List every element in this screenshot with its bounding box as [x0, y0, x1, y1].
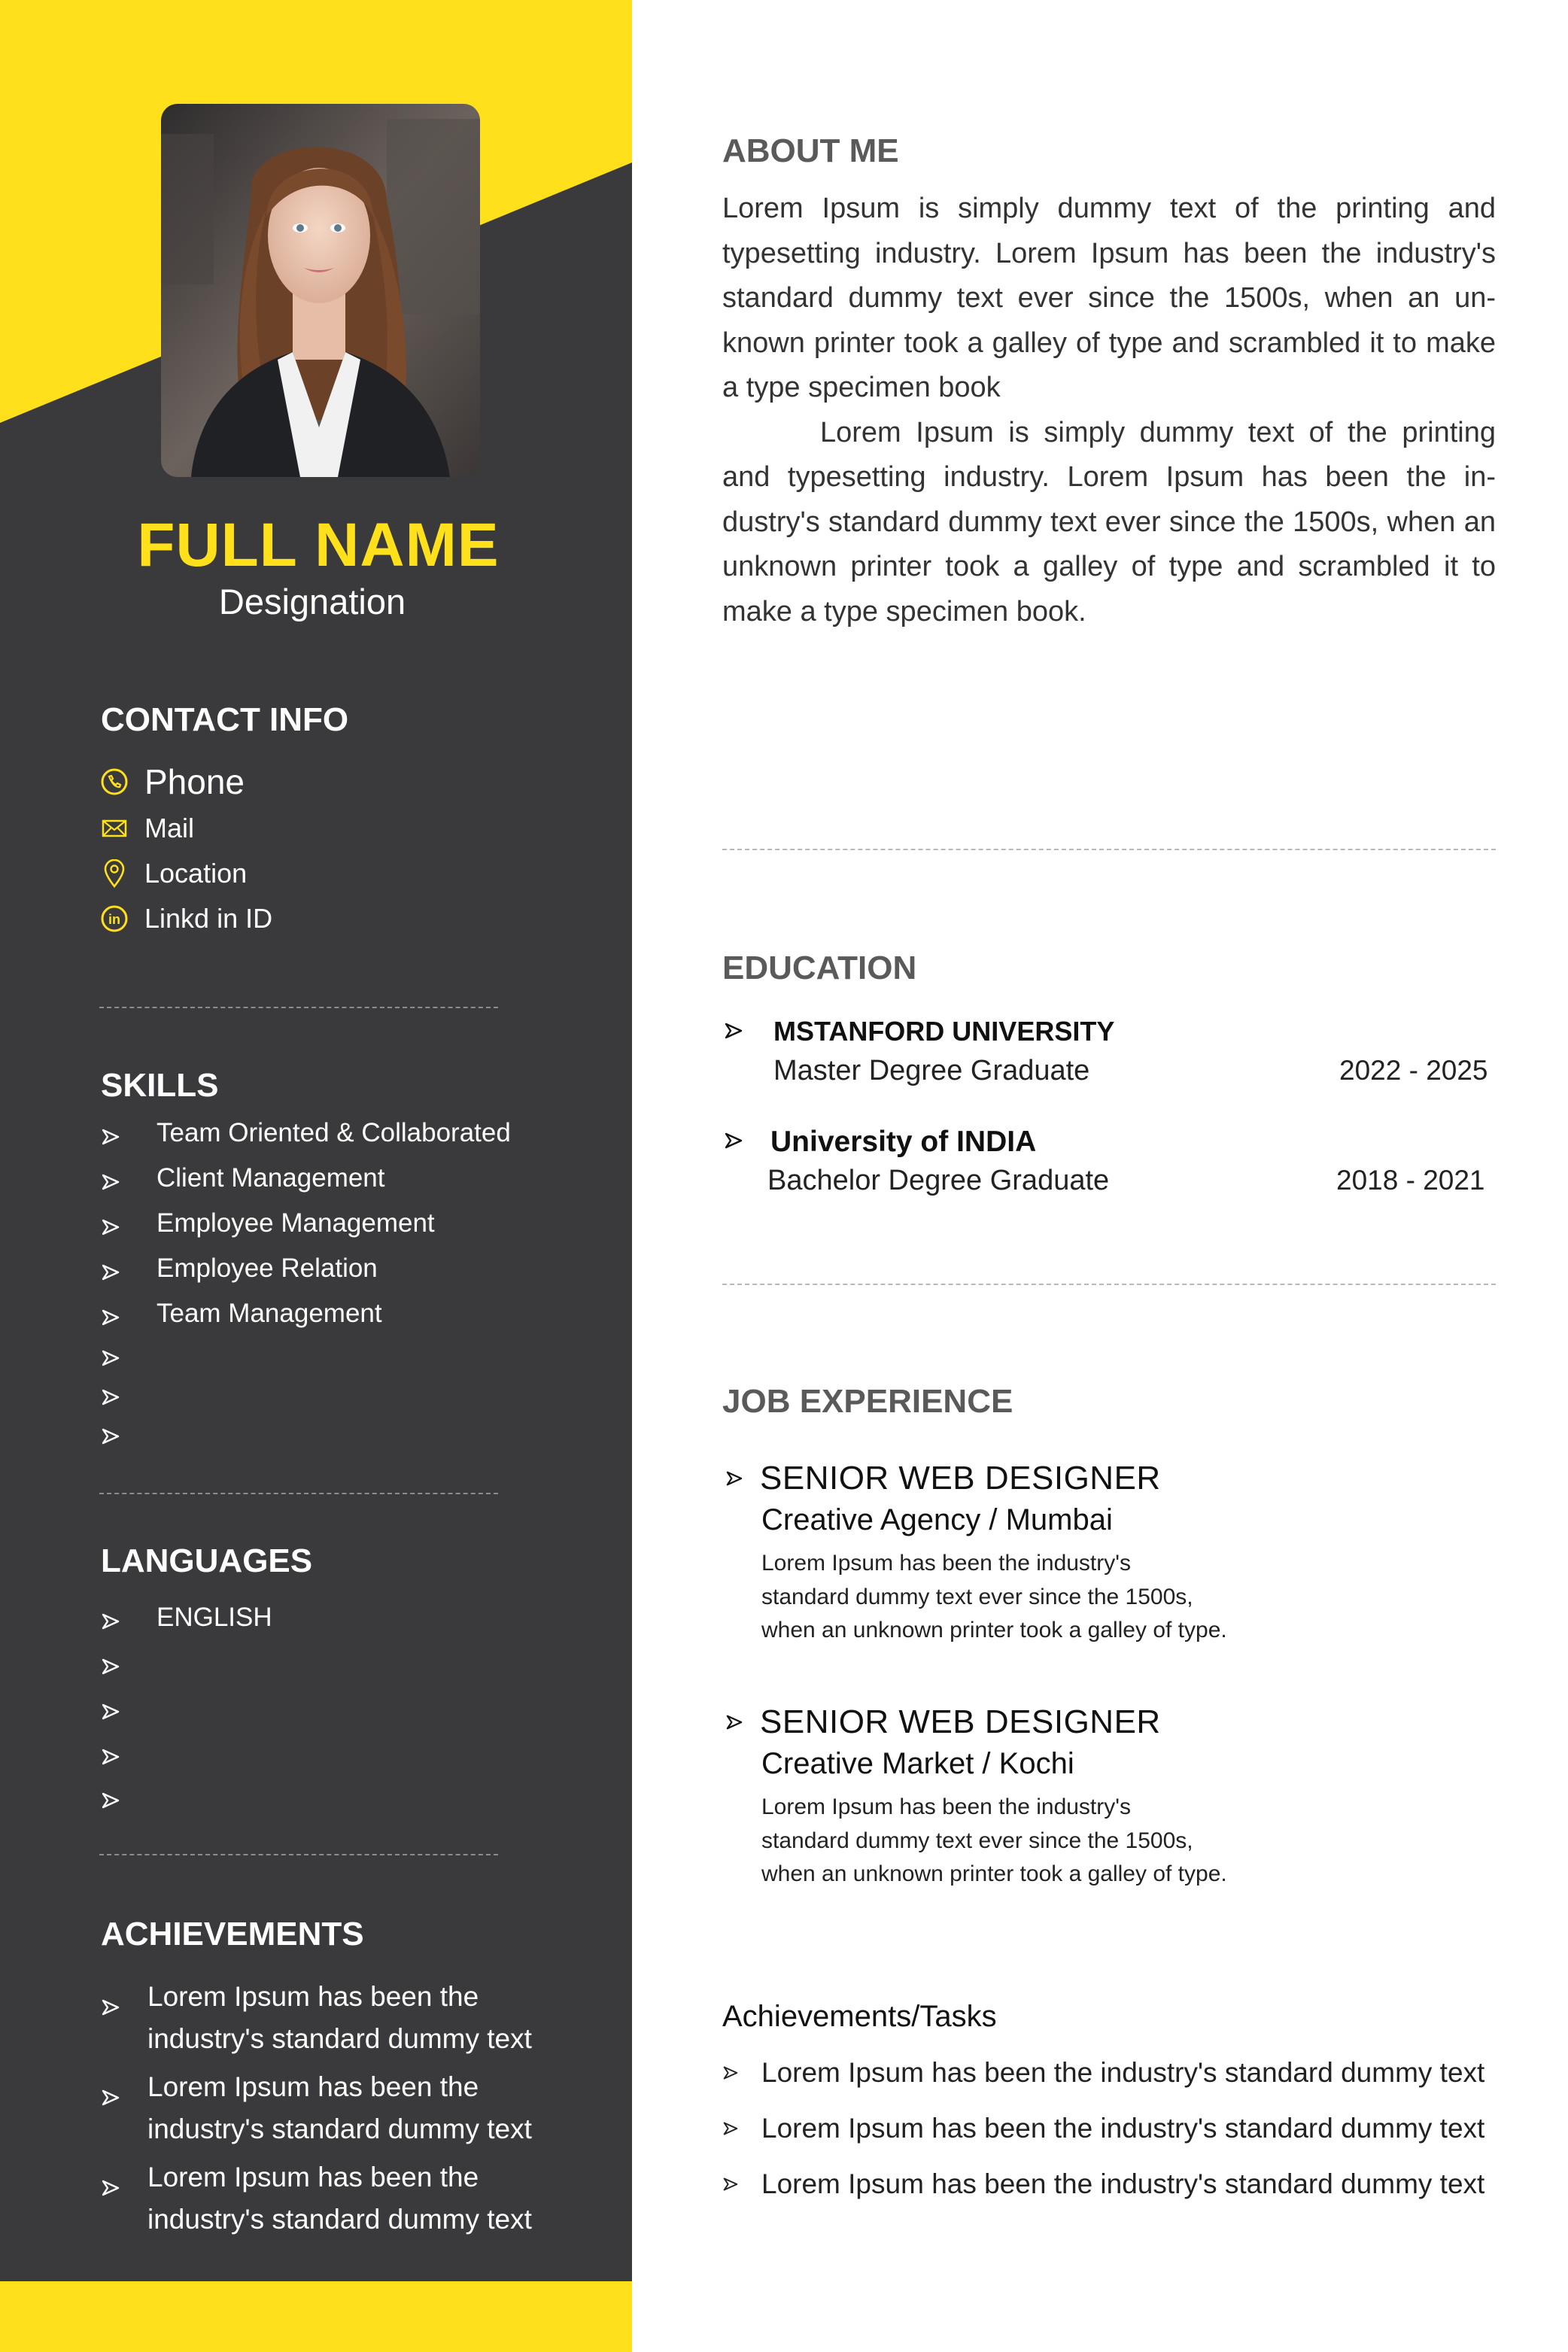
contact-mail-label: Mail — [144, 813, 195, 843]
divider — [722, 849, 1496, 850]
achievements-heading: ACHIEVEMENTS — [101, 1916, 364, 1952]
divider — [722, 1284, 1496, 1285]
achievement-line: Lorem Ipsum has been the — [147, 2071, 479, 2102]
skill-item — [101, 1253, 378, 1284]
mail-icon — [99, 813, 129, 843]
achievement-text — [147, 2066, 532, 2150]
arrow-bullet-icon — [101, 1612, 120, 1630]
job-description — [761, 1791, 1348, 1892]
about-heading: ABOUT ME — [722, 132, 899, 169]
experience-heading: JOB EXPERIENCE — [722, 1383, 1013, 1420]
arrow-bullet-icon — [724, 1022, 743, 1040]
skill-label: Employee Management — [156, 1208, 435, 1238]
achievement-line: industry's standard dummy text — [147, 2113, 532, 2144]
language-label: ENGLISH — [156, 1603, 272, 1632]
arrow-bullet-icon — [722, 2065, 739, 2080]
arrow-bullet-icon — [724, 1132, 743, 1150]
divider — [99, 1493, 498, 1494]
contact-linkedin[interactable] — [99, 903, 272, 934]
arrow-bullet-icon — [101, 1128, 120, 1146]
arrow-bullet-icon — [101, 1703, 120, 1721]
education-degree: Bachelor Degree Graduate — [767, 1165, 1110, 1196]
achievement-text — [147, 1976, 532, 2060]
education-heading: EDUCATION — [722, 950, 917, 986]
achievement-line: industry's standard dummy text — [147, 2204, 532, 2235]
arrow-bullet-icon — [101, 1427, 120, 1445]
achievement-item — [101, 2066, 532, 2150]
divider — [99, 1007, 498, 1008]
arrow-bullet-icon — [101, 1998, 120, 2016]
arrow-bullet-icon — [725, 1470, 743, 1487]
contact-location[interactable] — [99, 858, 247, 889]
language-item — [101, 1603, 272, 1633]
arrow-bullet-icon — [101, 2089, 120, 2107]
skill-label: Team Oriented & Collaborated — [156, 1118, 511, 1147]
contact-phone[interactable] — [99, 761, 245, 802]
task-item — [722, 2113, 1484, 2144]
contact-heading: CONTACT INFO — [101, 701, 349, 738]
arrow-bullet-icon — [101, 1308, 120, 1326]
linkedin-icon — [99, 904, 129, 934]
job-description — [761, 1547, 1348, 1648]
skills-heading: SKILLS — [101, 1067, 219, 1104]
education-years: 2022 - 2025 — [1339, 1055, 1488, 1086]
task-label: Lorem Ipsum has been the industry's standard dummy text — [761, 2057, 1485, 2088]
job-description-line: Lorem Ipsum has been the industry's — [761, 1551, 1131, 1576]
achievement-line: Lorem Ipsum has been the — [147, 1981, 479, 2012]
language-item — [101, 1738, 156, 1762]
svg-text:in: in — [108, 912, 120, 927]
tasks-heading: Achievements/Tasks — [722, 2000, 997, 2033]
arrow-bullet-icon — [101, 1388, 120, 1406]
bottom-yellow-band — [0, 2281, 632, 2352]
achievement-text — [147, 2156, 532, 2241]
task-label: Lorem Ipsum has been the industry's standard dummy text — [761, 2113, 1485, 2144]
location-icon — [99, 858, 129, 889]
designation: Designation — [218, 582, 406, 621]
job-description-line: standard dummy text ever since the 1500s, — [761, 1584, 1193, 1609]
arrow-bullet-icon — [101, 1748, 120, 1766]
languages-heading: LANGUAGES — [101, 1542, 313, 1579]
skill-item — [101, 1378, 156, 1402]
arrow-bullet-icon — [722, 2121, 739, 2136]
skill-label: Team Management — [156, 1299, 382, 1328]
about-paragraph-2: Lorem Ipsum is simply dummy text of the printing and typesetting industry. Lorem Ipsum has been the in-dustry's standard dummy text ever since the 1500s, when an unknown printer took a galley of type and scrambled it to make a type specimen book. — [722, 416, 1496, 628]
achievement-line: Lorem Ipsum has been the — [147, 2162, 479, 2192]
divider — [99, 1854, 498, 1855]
task-label: Lorem Ipsum has been the industry's standard dummy text — [761, 2168, 1485, 2199]
skill-item — [101, 1299, 382, 1329]
achievement-item — [101, 2156, 532, 2241]
job-company: Creative Agency / Mumbai — [761, 1503, 1113, 1536]
task-item — [722, 2057, 1484, 2089]
language-item — [101, 1782, 156, 1806]
skill-item — [101, 1339, 156, 1363]
skill-item — [101, 1118, 511, 1148]
arrow-bullet-icon — [101, 1263, 120, 1281]
contact-linkedin-label: Linkd in ID — [144, 903, 273, 934]
job-title: SENIOR WEB DESIGNER — [760, 1703, 1161, 1740]
job-title: SENIOR WEB DESIGNER — [760, 1460, 1161, 1497]
task-item — [722, 2168, 1484, 2200]
achievement-item — [101, 1976, 532, 2060]
contact-mail[interactable] — [99, 813, 194, 844]
arrow-bullet-icon — [101, 1349, 120, 1367]
language-item — [101, 1693, 156, 1717]
arrow-bullet-icon — [101, 1218, 120, 1236]
education-school: MSTANFORD UNIVERSITY — [773, 1016, 1115, 1047]
job-company: Creative Market / Kochi — [761, 1747, 1074, 1780]
about-paragraph-1: Lorem Ipsum is simply dummy text of the printing and typesetting industry. Lorem Ipsum has been the industry's standard dummy text ever since the 1500s, when an un-known printer took a galley of type and scrambled it to make a type specimen book — [722, 193, 1496, 403]
job-description-line: when an unknown printer took a galley of type. — [761, 1861, 1227, 1886]
achievement-line: industry's standard dummy text — [147, 2023, 532, 2054]
arrow-bullet-icon — [722, 2177, 739, 2192]
arrow-bullet-icon — [101, 1173, 120, 1191]
skill-label: Client Management — [156, 1163, 385, 1193]
arrow-bullet-icon — [101, 1791, 120, 1810]
skill-item — [101, 1418, 156, 1442]
education-degree: Master Degree Graduate — [773, 1055, 1090, 1086]
profile-photo — [161, 104, 480, 477]
arrow-bullet-icon — [101, 1658, 120, 1676]
education-years: 2018 - 2021 — [1336, 1165, 1485, 1196]
language-item — [101, 1648, 156, 1672]
contact-phone-label: Phone — [144, 762, 245, 801]
full-name: FULL NAME — [137, 511, 500, 579]
skill-item — [101, 1163, 385, 1193]
arrow-bullet-icon — [725, 1714, 743, 1731]
phone-icon — [99, 767, 129, 797]
job-description-line: Lorem Ipsum has been the industry's — [761, 1794, 1131, 1819]
skill-label: Employee Relation — [156, 1253, 378, 1283]
contact-location-label: Location — [144, 858, 248, 889]
education-school: University of INDIA — [770, 1126, 1037, 1158]
job-description-line: standard dummy text ever since the 1500s, — [761, 1828, 1193, 1853]
skill-item — [101, 1208, 435, 1238]
arrow-bullet-icon — [101, 2179, 120, 2197]
about-text — [722, 187, 1496, 634]
job-description-line: when an unknown printer took a galley of type. — [761, 1618, 1227, 1642]
